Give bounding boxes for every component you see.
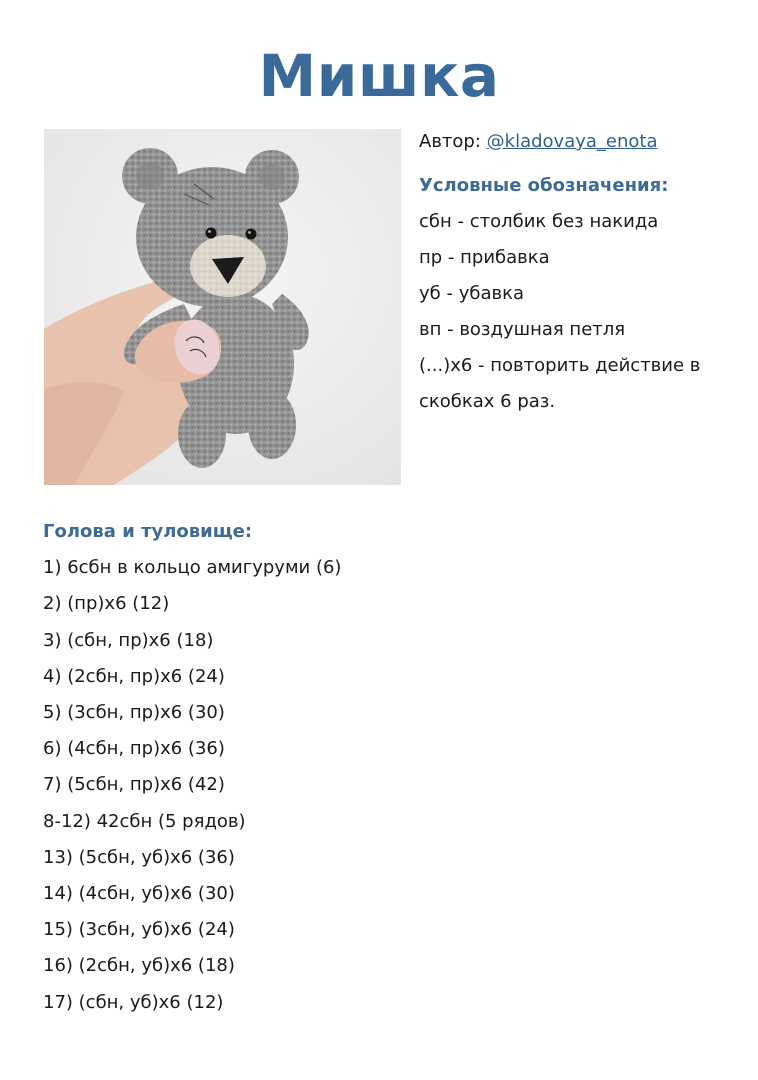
pattern-row: 17) (сбн, уб)х6 (12) — [43, 991, 224, 1013]
bear-eye-left — [206, 228, 217, 239]
legend-item: (...)х6 - повторить действие в скобках 6 раз. — [419, 355, 701, 412]
legend-heading: Условные обозначения: — [419, 175, 669, 196]
author-label: Автор: — [419, 131, 481, 152]
page-title: Мишка — [258, 42, 500, 110]
head-body-section — [43, 514, 723, 1021]
pattern-row: 3) (сбн, пр)х6 (18) — [43, 629, 214, 651]
legend-item: сбн - столбик без накида — [419, 211, 659, 232]
pattern-row: 7) (5сбн, пр)х6 (42) — [43, 774, 225, 796]
pattern-row: 13) (5сбн, уб)х6 (36) — [43, 846, 235, 868]
pattern-row: 8-12) 42сбн (5 рядов) — [43, 810, 246, 832]
author-line — [419, 124, 749, 160]
pattern-row: 1) 6сбн в кольцо амигуруми (6) — [43, 557, 342, 579]
pattern-row: 2) (пр)х6 (12) — [43, 593, 170, 615]
teddy-bear-photo — [44, 129, 401, 485]
pattern-info — [419, 124, 749, 420]
pattern-row: 14) (4сбн, уб)х6 (30) — [43, 883, 235, 905]
pattern-row: 6) (4сбн, пр)х6 (36) — [43, 738, 225, 760]
legend-item: уб - убавка — [419, 283, 524, 304]
legend-item: пр - прибавка — [419, 247, 550, 268]
section-heading: Голова и туловище: — [43, 521, 253, 542]
legend-item: вп - воздушная петля — [419, 319, 626, 340]
pattern-row: 15) (3сбн, уб)х6 (24) — [43, 919, 235, 941]
pattern-row: 5) (3сбн, пр)х6 (30) — [43, 702, 225, 724]
bear-eye-right — [246, 229, 257, 240]
pattern-row: 16) (2сбн, уб)х6 (18) — [43, 955, 235, 977]
author-link[interactable]: @kladovaya_enota — [486, 131, 658, 152]
pattern-row: 4) (2сбн, пр)х6 (24) — [43, 665, 225, 687]
teddy-bear-illustration — [44, 129, 401, 485]
